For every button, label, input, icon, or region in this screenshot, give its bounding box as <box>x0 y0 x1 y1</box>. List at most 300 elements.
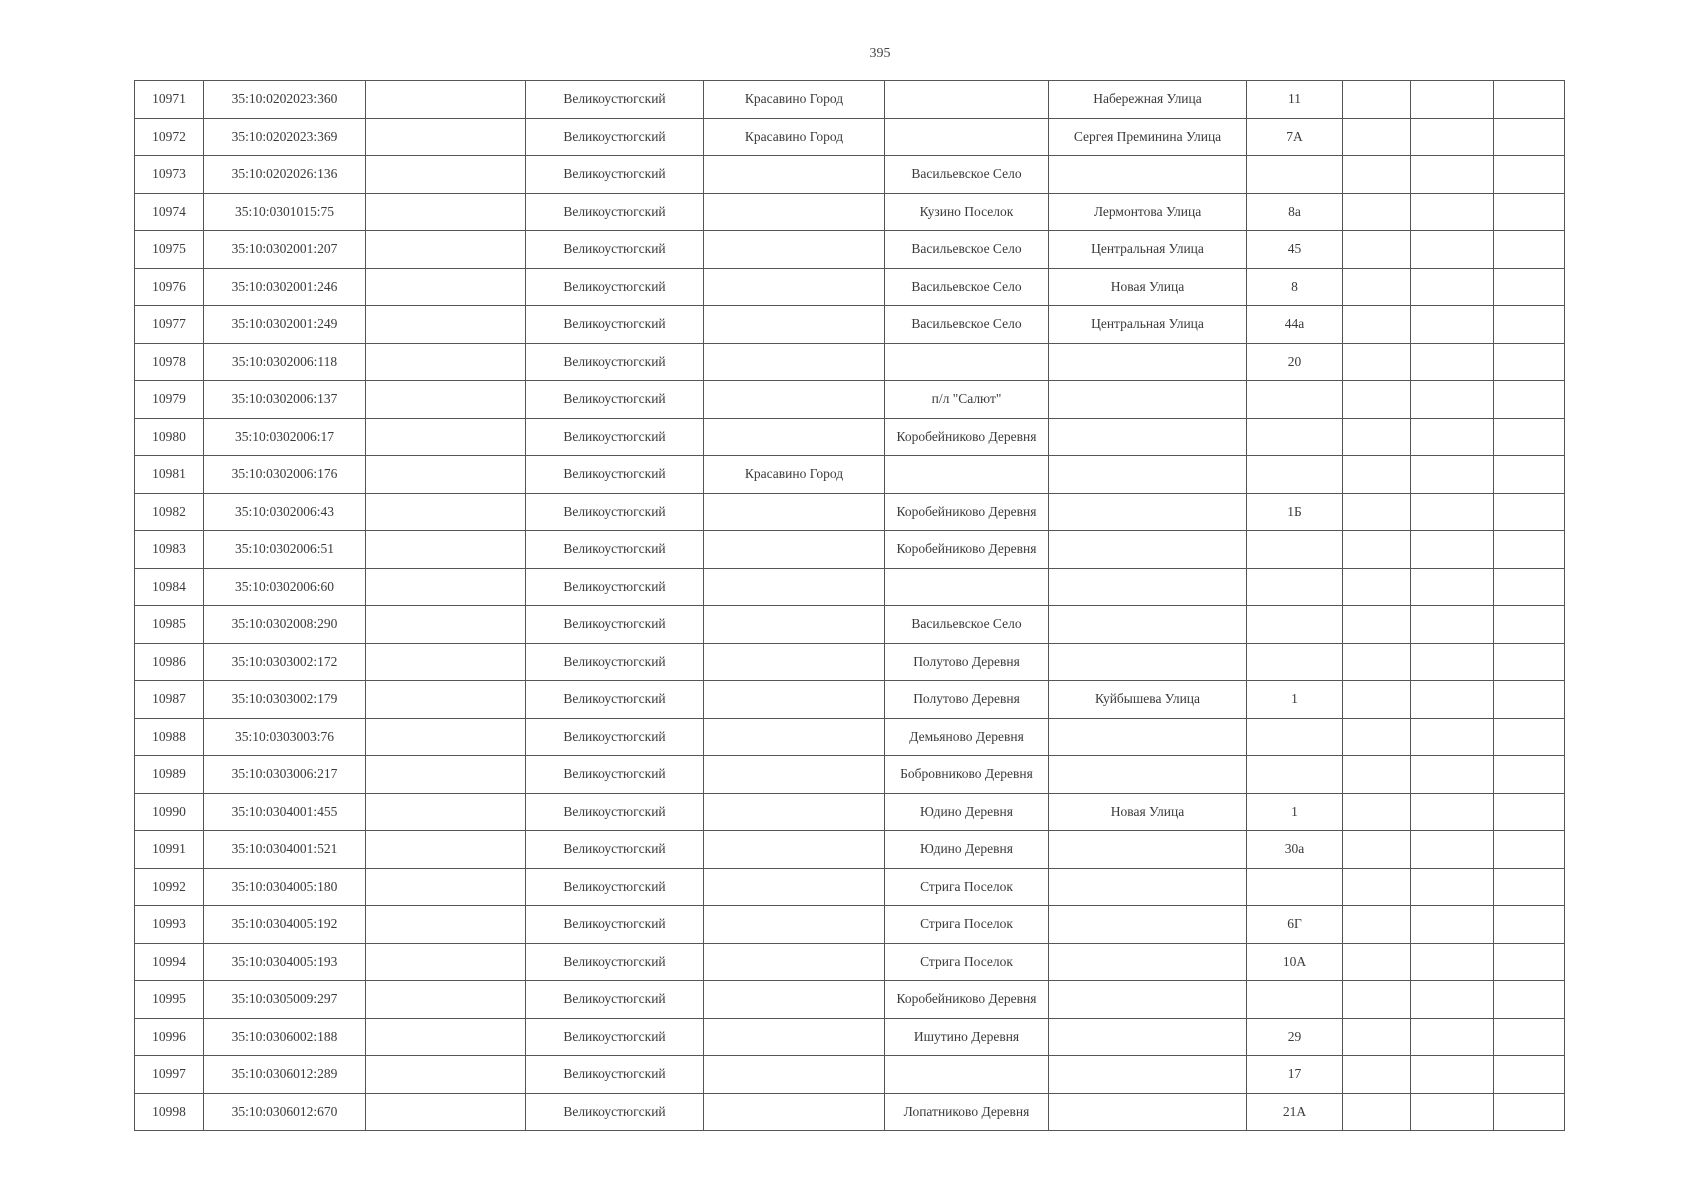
house-number-cell <box>1247 568 1343 606</box>
blank-cell <box>366 718 526 756</box>
settlement-cell: Бобровниково Деревня <box>885 756 1049 794</box>
city-cell <box>704 1018 885 1056</box>
city-cell <box>704 718 885 756</box>
extra-cell-2 <box>1411 381 1494 419</box>
extra-cell-3 <box>1494 343 1565 381</box>
extra-cell-3 <box>1494 906 1565 944</box>
blank-cell <box>366 193 526 231</box>
district-cell: Великоустюгский <box>526 531 704 569</box>
city-cell <box>704 756 885 794</box>
cadastral-number-cell: 35:10:0304005:180 <box>204 868 366 906</box>
blank-cell <box>366 756 526 794</box>
settlement-cell: Коробейниково Деревня <box>885 493 1049 531</box>
cadastral-number-cell: 35:10:0302006:137 <box>204 381 366 419</box>
settlement-cell: Васильевское Село <box>885 268 1049 306</box>
table-row <box>135 118 1565 156</box>
extra-cell-2 <box>1411 343 1494 381</box>
cadastral-number-cell: 35:10:0303006:217 <box>204 756 366 794</box>
extra-cell-1 <box>1343 306 1411 344</box>
settlement-cell: Лопатниково Деревня <box>885 1093 1049 1131</box>
row-number-cell: 10987 <box>135 681 204 719</box>
street-cell <box>1049 1056 1247 1094</box>
cadastral-number-cell: 35:10:0302006:17 <box>204 418 366 456</box>
settlement-cell: Коробейниково Деревня <box>885 531 1049 569</box>
house-number-cell: 8 <box>1247 268 1343 306</box>
extra-cell-3 <box>1494 531 1565 569</box>
city-cell: Красавино Город <box>704 81 885 119</box>
extra-cell-1 <box>1343 681 1411 719</box>
city-cell <box>704 493 885 531</box>
settlement-cell: Юдино Деревня <box>885 793 1049 831</box>
cadastral-number-cell: 35:10:0302006:43 <box>204 493 366 531</box>
table-row <box>135 568 1565 606</box>
city-cell: Красавино Город <box>704 118 885 156</box>
district-cell: Великоустюгский <box>526 81 704 119</box>
district-cell: Великоустюгский <box>526 943 704 981</box>
settlement-cell: Коробейниково Деревня <box>885 418 1049 456</box>
blank-cell <box>366 568 526 606</box>
house-number-cell <box>1247 981 1343 1019</box>
city-cell <box>704 268 885 306</box>
blank-cell <box>366 456 526 494</box>
row-number-cell: 10976 <box>135 268 204 306</box>
extra-cell-3 <box>1494 118 1565 156</box>
blank-cell <box>366 418 526 456</box>
extra-cell-1 <box>1343 531 1411 569</box>
blank-cell <box>366 906 526 944</box>
house-number-cell: 21А <box>1247 1093 1343 1131</box>
street-cell <box>1049 606 1247 644</box>
street-cell <box>1049 831 1247 869</box>
street-cell: Центральная Улица <box>1049 306 1247 344</box>
street-cell: Новая Улица <box>1049 268 1247 306</box>
district-cell: Великоустюгский <box>526 268 704 306</box>
street-cell: Куйбышева Улица <box>1049 681 1247 719</box>
extra-cell-3 <box>1494 193 1565 231</box>
settlement-cell: Полутово Деревня <box>885 681 1049 719</box>
table-row <box>135 531 1565 569</box>
extra-cell-3 <box>1494 606 1565 644</box>
district-cell: Великоустюгский <box>526 606 704 644</box>
house-number-cell <box>1247 156 1343 194</box>
table-row <box>135 906 1565 944</box>
extra-cell-2 <box>1411 606 1494 644</box>
house-number-cell: 30а <box>1247 831 1343 869</box>
house-number-cell <box>1247 531 1343 569</box>
extra-cell-3 <box>1494 868 1565 906</box>
street-cell <box>1049 718 1247 756</box>
extra-cell-1 <box>1343 456 1411 494</box>
extra-cell-1 <box>1343 381 1411 419</box>
settlement-cell: Васильевское Село <box>885 156 1049 194</box>
settlement-cell <box>885 118 1049 156</box>
city-cell <box>704 1056 885 1094</box>
street-cell <box>1049 381 1247 419</box>
district-cell: Великоустюгский <box>526 831 704 869</box>
district-cell: Великоустюгский <box>526 643 704 681</box>
extra-cell-2 <box>1411 231 1494 269</box>
extra-cell-1 <box>1343 793 1411 831</box>
house-number-cell: 20 <box>1247 343 1343 381</box>
settlement-cell: Васильевское Село <box>885 231 1049 269</box>
city-cell <box>704 1093 885 1131</box>
city-cell <box>704 868 885 906</box>
extra-cell-3 <box>1494 493 1565 531</box>
blank-cell <box>366 793 526 831</box>
extra-cell-2 <box>1411 568 1494 606</box>
cadastral-number-cell: 35:10:0304005:192 <box>204 906 366 944</box>
settlement-cell: Коробейниково Деревня <box>885 981 1049 1019</box>
table-row <box>135 868 1565 906</box>
cadastral-number-cell: 35:10:0202026:136 <box>204 156 366 194</box>
street-cell: Сергея Преминина Улица <box>1049 118 1247 156</box>
house-number-cell <box>1247 643 1343 681</box>
settlement-cell: Стрига Поселок <box>885 906 1049 944</box>
table-row <box>135 943 1565 981</box>
house-number-cell: 11 <box>1247 81 1343 119</box>
row-number-cell: 10983 <box>135 531 204 569</box>
extra-cell-2 <box>1411 756 1494 794</box>
cadastral-number-cell: 35:10:0302006:176 <box>204 456 366 494</box>
street-cell: Новая Улица <box>1049 793 1247 831</box>
row-number-cell: 10993 <box>135 906 204 944</box>
street-cell <box>1049 981 1247 1019</box>
table-row <box>135 831 1565 869</box>
settlement-cell: Стрига Поселок <box>885 868 1049 906</box>
city-cell <box>704 156 885 194</box>
extra-cell-3 <box>1494 718 1565 756</box>
district-cell: Великоустюгский <box>526 456 704 494</box>
extra-cell-3 <box>1494 456 1565 494</box>
house-number-cell: 8а <box>1247 193 1343 231</box>
street-cell: Центральная Улица <box>1049 231 1247 269</box>
extra-cell-3 <box>1494 943 1565 981</box>
street-cell <box>1049 156 1247 194</box>
settlement-cell: Юдино Деревня <box>885 831 1049 869</box>
extra-cell-1 <box>1343 81 1411 119</box>
street-cell: Набережная Улица <box>1049 81 1247 119</box>
district-cell: Великоустюгский <box>526 193 704 231</box>
row-number-cell: 10992 <box>135 868 204 906</box>
city-cell <box>704 306 885 344</box>
cadastral-number-cell: 35:10:0305009:297 <box>204 981 366 1019</box>
blank-cell <box>366 868 526 906</box>
extra-cell-1 <box>1343 868 1411 906</box>
extra-cell-3 <box>1494 231 1565 269</box>
extra-cell-3 <box>1494 381 1565 419</box>
extra-cell-3 <box>1494 156 1565 194</box>
row-number-cell: 10979 <box>135 381 204 419</box>
extra-cell-2 <box>1411 81 1494 119</box>
street-cell: Лермонтова Улица <box>1049 193 1247 231</box>
district-cell: Великоустюгский <box>526 1056 704 1094</box>
settlement-cell: Полутово Деревня <box>885 643 1049 681</box>
table-row <box>135 231 1565 269</box>
house-number-cell <box>1247 418 1343 456</box>
extra-cell-1 <box>1343 718 1411 756</box>
table-row <box>135 306 1565 344</box>
blank-cell <box>366 1093 526 1131</box>
table-row <box>135 756 1565 794</box>
district-cell: Великоустюгский <box>526 868 704 906</box>
blank-cell <box>366 306 526 344</box>
extra-cell-2 <box>1411 943 1494 981</box>
city-cell <box>704 831 885 869</box>
cadastral-number-cell: 35:10:0302008:290 <box>204 606 366 644</box>
extra-cell-3 <box>1494 306 1565 344</box>
extra-cell-2 <box>1411 831 1494 869</box>
table-row <box>135 268 1565 306</box>
extra-cell-1 <box>1343 1093 1411 1131</box>
blank-cell <box>366 231 526 269</box>
extra-cell-1 <box>1343 568 1411 606</box>
row-number-cell: 10990 <box>135 793 204 831</box>
district-cell: Великоустюгский <box>526 718 704 756</box>
extra-cell-2 <box>1411 456 1494 494</box>
blank-cell <box>366 831 526 869</box>
extra-cell-1 <box>1343 1056 1411 1094</box>
blank-cell <box>366 1056 526 1094</box>
cadastral-number-cell: 35:10:0302001:207 <box>204 231 366 269</box>
blank-cell <box>366 81 526 119</box>
table-row <box>135 493 1565 531</box>
city-cell <box>704 943 885 981</box>
row-number-cell: 10991 <box>135 831 204 869</box>
district-cell: Великоустюгский <box>526 418 704 456</box>
extra-cell-2 <box>1411 531 1494 569</box>
table-row <box>135 793 1565 831</box>
city-cell <box>704 568 885 606</box>
city-cell <box>704 381 885 419</box>
street-cell <box>1049 643 1247 681</box>
district-cell: Великоустюгский <box>526 568 704 606</box>
extra-cell-3 <box>1494 756 1565 794</box>
district-cell: Великоустюгский <box>526 1018 704 1056</box>
extra-cell-3 <box>1494 1056 1565 1094</box>
house-number-cell: 1Б <box>1247 493 1343 531</box>
row-number-cell: 10995 <box>135 981 204 1019</box>
row-number-cell: 10986 <box>135 643 204 681</box>
row-number-cell: 10981 <box>135 456 204 494</box>
extra-cell-3 <box>1494 268 1565 306</box>
house-number-cell <box>1247 868 1343 906</box>
cadastral-number-cell: 35:10:0306012:289 <box>204 1056 366 1094</box>
cadastral-number-cell: 35:10:0304005:193 <box>204 943 366 981</box>
row-number-cell: 10994 <box>135 943 204 981</box>
registry-table-body <box>135 81 1565 1131</box>
extra-cell-1 <box>1343 268 1411 306</box>
street-cell <box>1049 868 1247 906</box>
district-cell: Великоустюгский <box>526 156 704 194</box>
street-cell <box>1049 568 1247 606</box>
district-cell: Великоустюгский <box>526 381 704 419</box>
cadastral-number-cell: 35:10:0301015:75 <box>204 193 366 231</box>
extra-cell-1 <box>1343 418 1411 456</box>
settlement-cell <box>885 1056 1049 1094</box>
district-cell: Великоустюгский <box>526 681 704 719</box>
row-number-cell: 10971 <box>135 81 204 119</box>
table-row <box>135 1018 1565 1056</box>
table-row <box>135 381 1565 419</box>
district-cell: Великоустюгский <box>526 493 704 531</box>
street-cell <box>1049 1018 1247 1056</box>
row-number-cell: 10996 <box>135 1018 204 1056</box>
extra-cell-3 <box>1494 1018 1565 1056</box>
extra-cell-1 <box>1343 906 1411 944</box>
street-cell <box>1049 343 1247 381</box>
street-cell <box>1049 906 1247 944</box>
blank-cell <box>366 681 526 719</box>
extra-cell-2 <box>1411 868 1494 906</box>
table-row <box>135 343 1565 381</box>
settlement-cell <box>885 343 1049 381</box>
extra-cell-1 <box>1343 193 1411 231</box>
settlement-cell <box>885 568 1049 606</box>
table-row <box>135 643 1565 681</box>
extra-cell-2 <box>1411 156 1494 194</box>
table-row <box>135 156 1565 194</box>
cadastral-number-cell: 35:10:0304001:455 <box>204 793 366 831</box>
blank-cell <box>366 943 526 981</box>
cadastral-number-cell: 35:10:0303002:179 <box>204 681 366 719</box>
extra-cell-1 <box>1343 231 1411 269</box>
cadastral-number-cell: 35:10:0202023:360 <box>204 81 366 119</box>
city-cell <box>704 793 885 831</box>
extra-cell-3 <box>1494 1093 1565 1131</box>
house-number-cell <box>1247 718 1343 756</box>
extra-cell-1 <box>1343 606 1411 644</box>
city-cell <box>704 343 885 381</box>
blank-cell <box>366 381 526 419</box>
district-cell: Великоустюгский <box>526 118 704 156</box>
row-number-cell: 10978 <box>135 343 204 381</box>
table-row <box>135 718 1565 756</box>
district-cell: Великоустюгский <box>526 1093 704 1131</box>
street-cell <box>1049 1093 1247 1131</box>
extra-cell-1 <box>1343 156 1411 194</box>
street-cell <box>1049 943 1247 981</box>
city-cell <box>704 981 885 1019</box>
extra-cell-1 <box>1343 1018 1411 1056</box>
row-number-cell: 10997 <box>135 1056 204 1094</box>
cadastral-number-cell: 35:10:0304001:521 <box>204 831 366 869</box>
cadastral-number-cell: 35:10:0303003:76 <box>204 718 366 756</box>
city-cell <box>704 606 885 644</box>
blank-cell <box>366 643 526 681</box>
extra-cell-3 <box>1494 418 1565 456</box>
settlement-cell: Стрига Поселок <box>885 943 1049 981</box>
district-cell: Великоустюгский <box>526 756 704 794</box>
table-row <box>135 81 1565 119</box>
house-number-cell <box>1247 381 1343 419</box>
extra-cell-1 <box>1343 831 1411 869</box>
house-number-cell: 44а <box>1247 306 1343 344</box>
extra-cell-2 <box>1411 643 1494 681</box>
city-cell <box>704 643 885 681</box>
settlement-cell: Кузино Поселок <box>885 193 1049 231</box>
table-row <box>135 1093 1565 1131</box>
row-number-cell: 10998 <box>135 1093 204 1131</box>
extra-cell-2 <box>1411 118 1494 156</box>
blank-cell <box>366 1018 526 1056</box>
extra-cell-1 <box>1343 643 1411 681</box>
extra-cell-3 <box>1494 681 1565 719</box>
extra-cell-2 <box>1411 268 1494 306</box>
row-number-cell: 10988 <box>135 718 204 756</box>
district-cell: Великоустюгский <box>526 981 704 1019</box>
extra-cell-3 <box>1494 831 1565 869</box>
street-cell <box>1049 493 1247 531</box>
row-number-cell: 10980 <box>135 418 204 456</box>
extra-cell-2 <box>1411 306 1494 344</box>
extra-cell-1 <box>1343 118 1411 156</box>
extra-cell-2 <box>1411 1056 1494 1094</box>
table-row <box>135 193 1565 231</box>
settlement-cell: Васильевское Село <box>885 606 1049 644</box>
cadastral-number-cell: 35:10:0302001:246 <box>204 268 366 306</box>
city-cell <box>704 193 885 231</box>
district-cell: Великоустюгский <box>526 306 704 344</box>
extra-cell-2 <box>1411 718 1494 756</box>
settlement-cell: Демьяново Деревня <box>885 718 1049 756</box>
registry-table <box>134 80 1565 1131</box>
house-number-cell <box>1247 456 1343 494</box>
row-number-cell: 10989 <box>135 756 204 794</box>
city-cell <box>704 681 885 719</box>
extra-cell-3 <box>1494 981 1565 1019</box>
house-number-cell: 7А <box>1247 118 1343 156</box>
extra-cell-2 <box>1411 493 1494 531</box>
district-cell: Великоустюгский <box>526 231 704 269</box>
street-cell <box>1049 418 1247 456</box>
house-number-cell: 29 <box>1247 1018 1343 1056</box>
city-cell <box>704 418 885 456</box>
row-number-cell: 10974 <box>135 193 204 231</box>
district-cell: Великоустюгский <box>526 343 704 381</box>
district-cell: Великоустюгский <box>526 793 704 831</box>
settlement-cell: Васильевское Село <box>885 306 1049 344</box>
table-row <box>135 681 1565 719</box>
table-row <box>135 981 1565 1019</box>
city-cell <box>704 531 885 569</box>
extra-cell-2 <box>1411 793 1494 831</box>
cadastral-number-cell: 35:10:0302001:249 <box>204 306 366 344</box>
extra-cell-2 <box>1411 418 1494 456</box>
district-cell: Великоустюгский <box>526 906 704 944</box>
extra-cell-3 <box>1494 793 1565 831</box>
street-cell <box>1049 531 1247 569</box>
street-cell <box>1049 756 1247 794</box>
house-number-cell <box>1247 756 1343 794</box>
extra-cell-3 <box>1494 568 1565 606</box>
blank-cell <box>366 606 526 644</box>
extra-cell-3 <box>1494 643 1565 681</box>
extra-cell-1 <box>1343 943 1411 981</box>
cadastral-number-cell: 35:10:0302006:51 <box>204 531 366 569</box>
settlement-cell <box>885 456 1049 494</box>
row-number-cell: 10973 <box>135 156 204 194</box>
table-row <box>135 1056 1565 1094</box>
row-number-cell: 10975 <box>135 231 204 269</box>
settlement-cell: п/л "Салют" <box>885 381 1049 419</box>
extra-cell-2 <box>1411 906 1494 944</box>
row-number-cell: 10972 <box>135 118 204 156</box>
extra-cell-1 <box>1343 756 1411 794</box>
city-cell <box>704 906 885 944</box>
page-number: 395 <box>869 46 891 61</box>
extra-cell-1 <box>1343 343 1411 381</box>
cadastral-number-cell: 35:10:0202023:369 <box>204 118 366 156</box>
